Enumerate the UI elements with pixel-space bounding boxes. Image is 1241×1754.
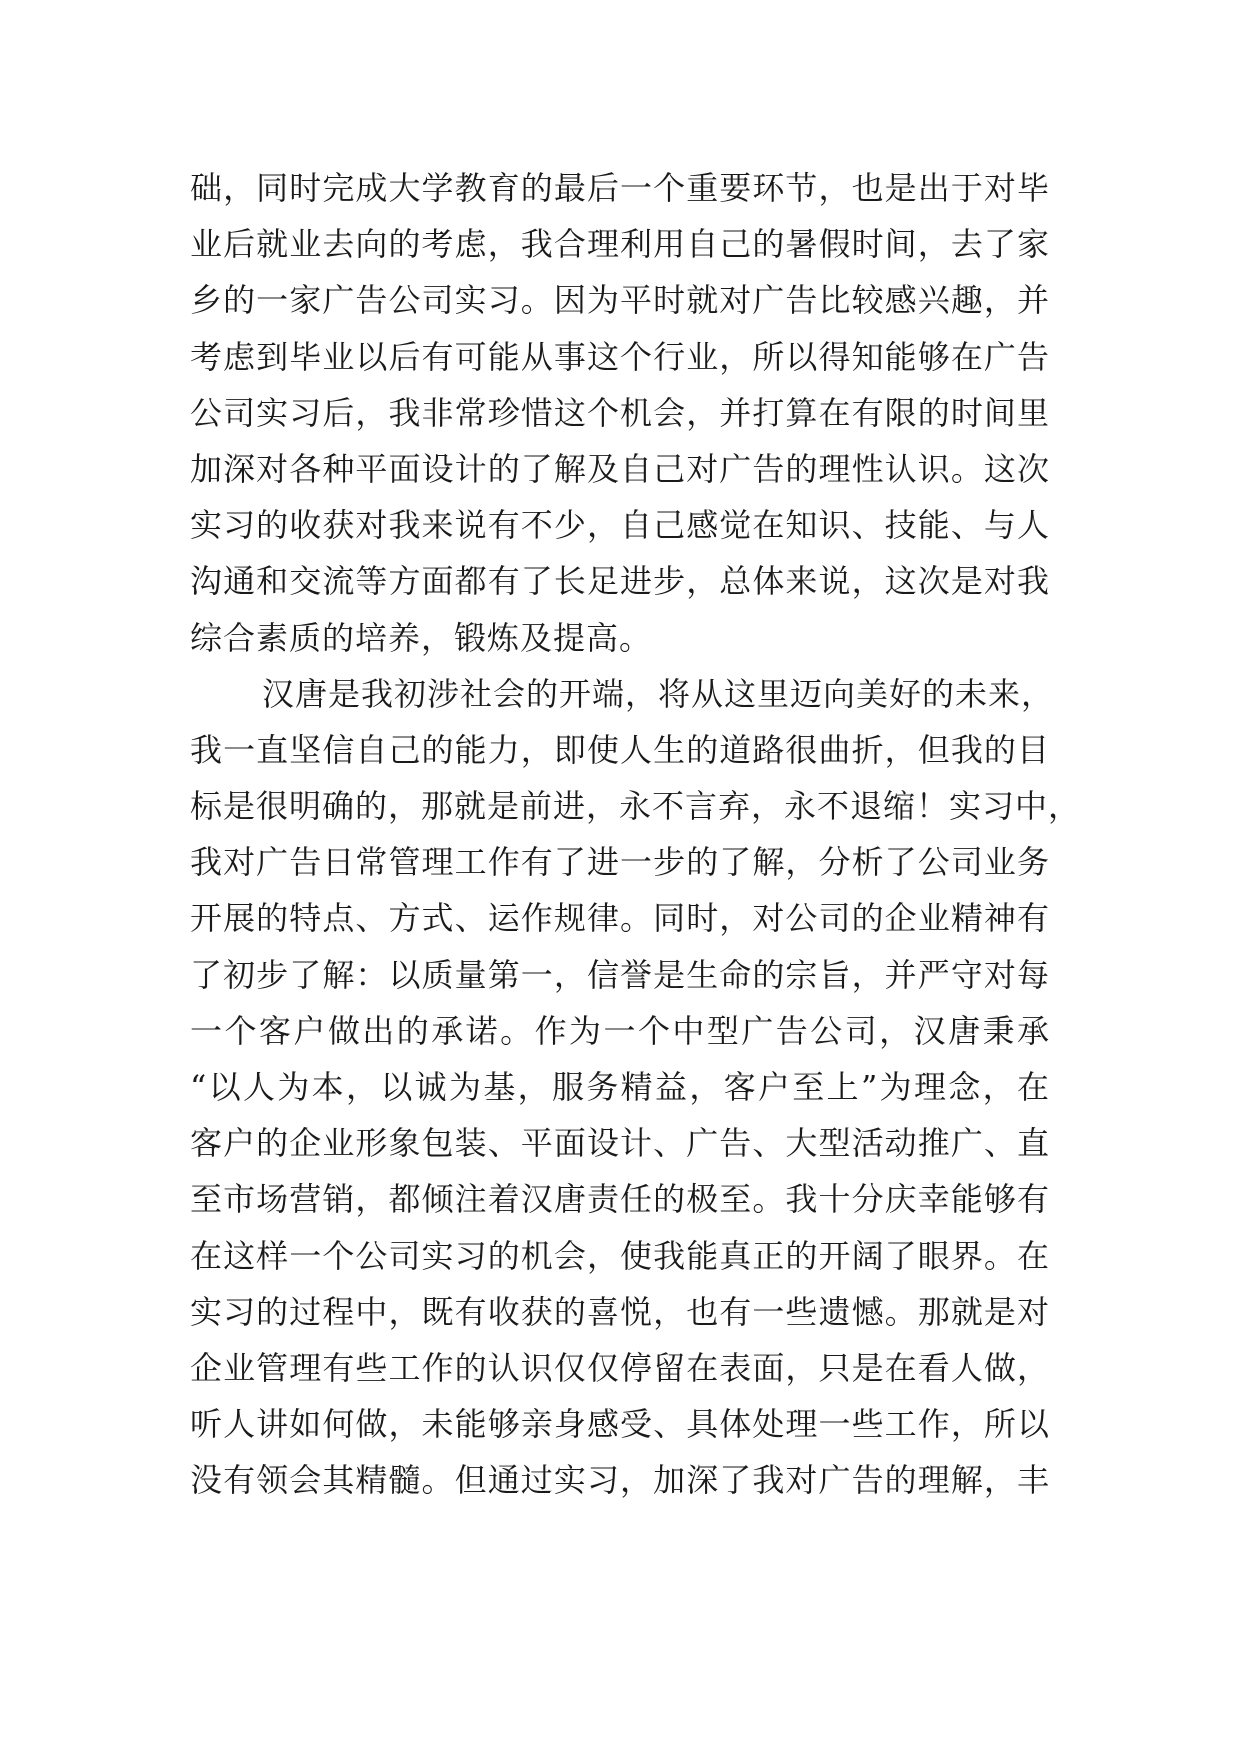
text-line: 加深对各种平面设计的了解及自己对广告的理性认识。这次 (190, 449, 1050, 488)
text-line: 开展的特点、方式、运作规律。同时，对公司的企业精神有 (190, 899, 1050, 938)
text-line: “以人为本，以诚为基，服务精益，客户至上”为理念，在 (190, 1068, 1050, 1106)
text-line: 业后就业去向的考虑，我合理利用自己的暑假时间，去了家 (190, 225, 1050, 264)
text-line: 综合素质的培养，锻炼及提高。 (190, 618, 653, 657)
text-line: 听人讲如何做，未能够亲身感受、具体处理一些工作，所以 (190, 1405, 1050, 1444)
text-line: 标是很明确的，那就是前进，永不言弃，永不退缩！实习中， (190, 787, 1082, 826)
text-line: 我一直坚信自己的能力，即使人生的道路很曲折，但我的目 (190, 730, 1050, 769)
text-line: 乡的一家广告公司实习。因为平时就对广告比较感兴趣，并 (190, 281, 1050, 320)
paragraph-2 (190, 666, 1082, 1509)
text-line: 沟通和交流等方面都有了长足进步，总体来说，这次是对我 (190, 562, 1050, 601)
text-line: 没有领会其精髓。但通过实习，加深了我对广告的理解，丰 (190, 1461, 1050, 1500)
text-line: 础，同时完成大学教育的最后一个重要环节，也是出于对毕 (190, 169, 1050, 207)
text-line: 了初步了解：以质量第一，信誉是生命的宗旨，并严守对每 (190, 955, 1050, 994)
paragraph-1 (190, 160, 1050, 666)
text-line: 汉唐是我初涉社会的开端，将从这里迈向美好的未来， (262, 674, 1055, 713)
text-line: 一个客户做出的承诺。作为一个中型广告公司，汉唐秉承 (190, 1011, 1050, 1050)
text-line: 在这样一个公司实习的机会，使我能真正的开阔了眼界。在 (190, 1236, 1050, 1275)
text-line: 客户的企业形象包装、平面设计、广告、大型活动推广、直 (190, 1124, 1050, 1163)
text-line: 至市场营销，都倾注着汉唐责任的极至。我十分庆幸能够有 (190, 1180, 1050, 1219)
text-line: 考虑到毕业以后有可能从事这个行业，所以得知能够在广告 (190, 337, 1050, 376)
text-line: 实习的过程中，既有收获的喜悦，也有一些遗憾。那就是对 (190, 1292, 1050, 1331)
text-line: 企业管理有些工作的认识仅仅停留在表面，只是在看人做， (190, 1348, 1050, 1387)
text-line: 我对广告日常管理工作有了进一步的了解，分析了公司业务 (190, 843, 1050, 882)
text-line: 公司实习后，我非常珍惜这个机会，并打算在有限的时间里 (190, 393, 1050, 432)
body-text (190, 160, 1082, 1509)
text-line: 实习的收获对我来说有不少，自己感觉在知识、技能、与人 (190, 506, 1050, 545)
